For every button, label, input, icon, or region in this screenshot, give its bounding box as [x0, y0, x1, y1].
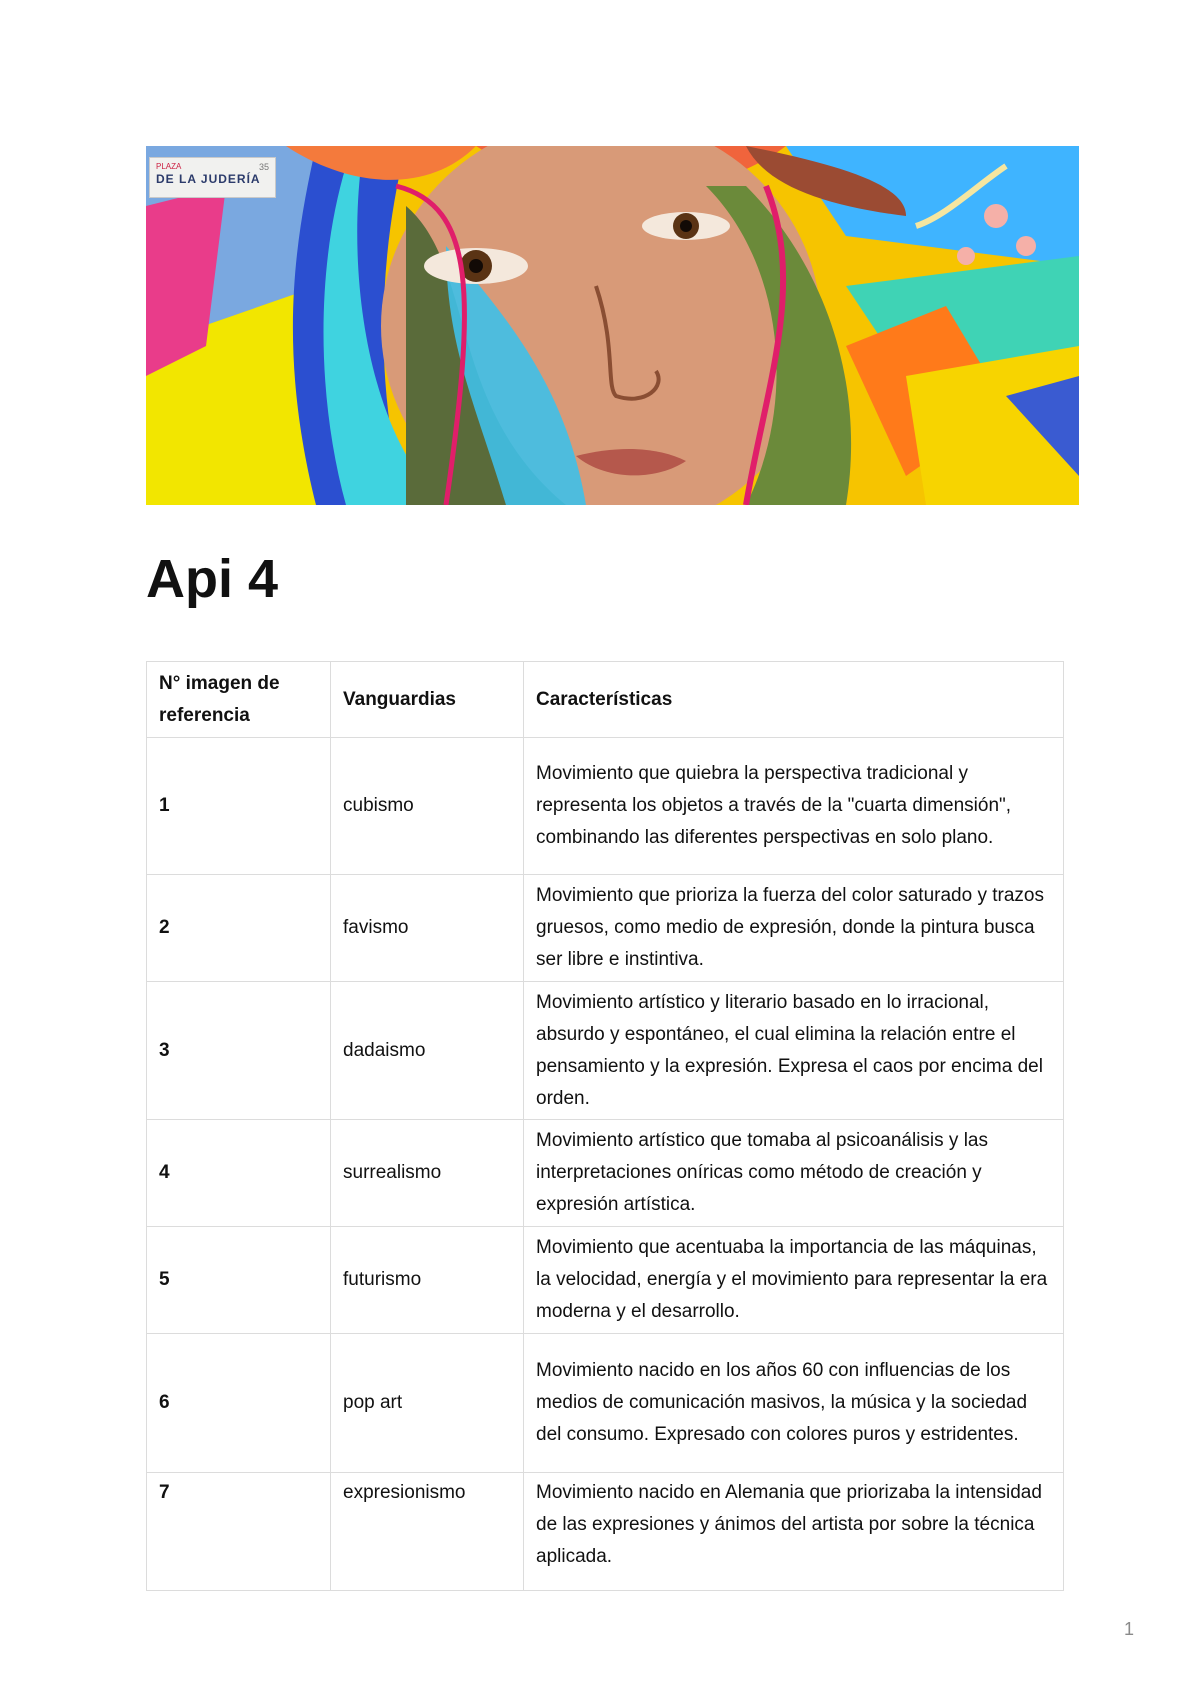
row-movement: surrealismo	[331, 1120, 524, 1227]
mural-illustration	[146, 146, 1079, 505]
mural-banner-image	[146, 146, 1079, 505]
row-description: Movimiento que acentuaba la importancia de las máquinas, la velocidad, energía y el movimiento para representar la era moderna y el desarrollo.	[524, 1227, 1064, 1334]
page-number: 1	[1124, 1619, 1135, 1639]
row-movement: cubismo	[331, 738, 524, 875]
table-header-row	[147, 662, 1064, 738]
row-number: 2	[147, 875, 331, 982]
street-sign-name: DE LA JUDERÍA	[156, 172, 261, 186]
row-description: Movimiento artístico y literario basado en lo irracional, absurdo y espontáneo, el cual elimina la relación entre el pensamiento y la expresión. Expresa el caos por encima del orden.	[524, 982, 1064, 1120]
vanguardias-table	[146, 661, 1064, 1591]
row-number: 7	[147, 1473, 331, 1591]
table-row	[147, 1120, 1064, 1227]
row-movement: expresionismo	[331, 1473, 524, 1591]
row-movement: favismo	[331, 875, 524, 982]
street-sign-small-text: PLAZA	[156, 162, 182, 171]
row-number: 3	[147, 982, 331, 1120]
table-row	[147, 1334, 1064, 1473]
header-characteristics: Características	[524, 662, 1064, 738]
table-row	[147, 875, 1064, 982]
table-row	[147, 1227, 1064, 1334]
street-sign	[149, 157, 276, 198]
table-row	[147, 738, 1064, 875]
row-description: Movimiento nacido en los años 60 con influencias de los medios de comunicación masivos, la música y la sociedad del consumo. Expresado con colores puros y estridentes.	[524, 1334, 1064, 1473]
row-description: Movimiento artístico que tomaba al psicoanálisis y las interpretaciones oníricas como método de creación y expresión artística.	[524, 1120, 1064, 1227]
row-description: Movimiento que quiebra la perspectiva tradicional y representa los objetos a través de la "cuarta dimensión", combinando las diferentes perspectivas en solo plano.	[524, 738, 1064, 875]
row-number: 6	[147, 1334, 331, 1473]
street-sign-badge: 35	[258, 162, 269, 172]
header-image-number: N° imagen de referencia	[147, 662, 331, 738]
table-row	[147, 982, 1064, 1120]
page-title: Api 4	[146, 549, 279, 609]
table-row	[147, 1473, 1064, 1591]
row-number: 4	[147, 1120, 331, 1227]
row-description: Movimiento que prioriza la fuerza del color saturado y trazos gruesos, como medio de expresión, donde la pintura busca ser libre e instintiva.	[524, 875, 1064, 982]
row-description: Movimiento nacido en Alemania que priorizaba la intensidad de las expresiones y ánimos del artista por sobre la técnica aplicada.	[524, 1473, 1064, 1591]
header-movement: Vanguardias	[331, 662, 524, 738]
row-number: 5	[147, 1227, 331, 1334]
row-number: 1	[147, 738, 331, 875]
row-movement: futurismo	[331, 1227, 524, 1334]
row-movement: pop art	[331, 1334, 524, 1473]
row-movement: dadaismo	[331, 982, 524, 1120]
